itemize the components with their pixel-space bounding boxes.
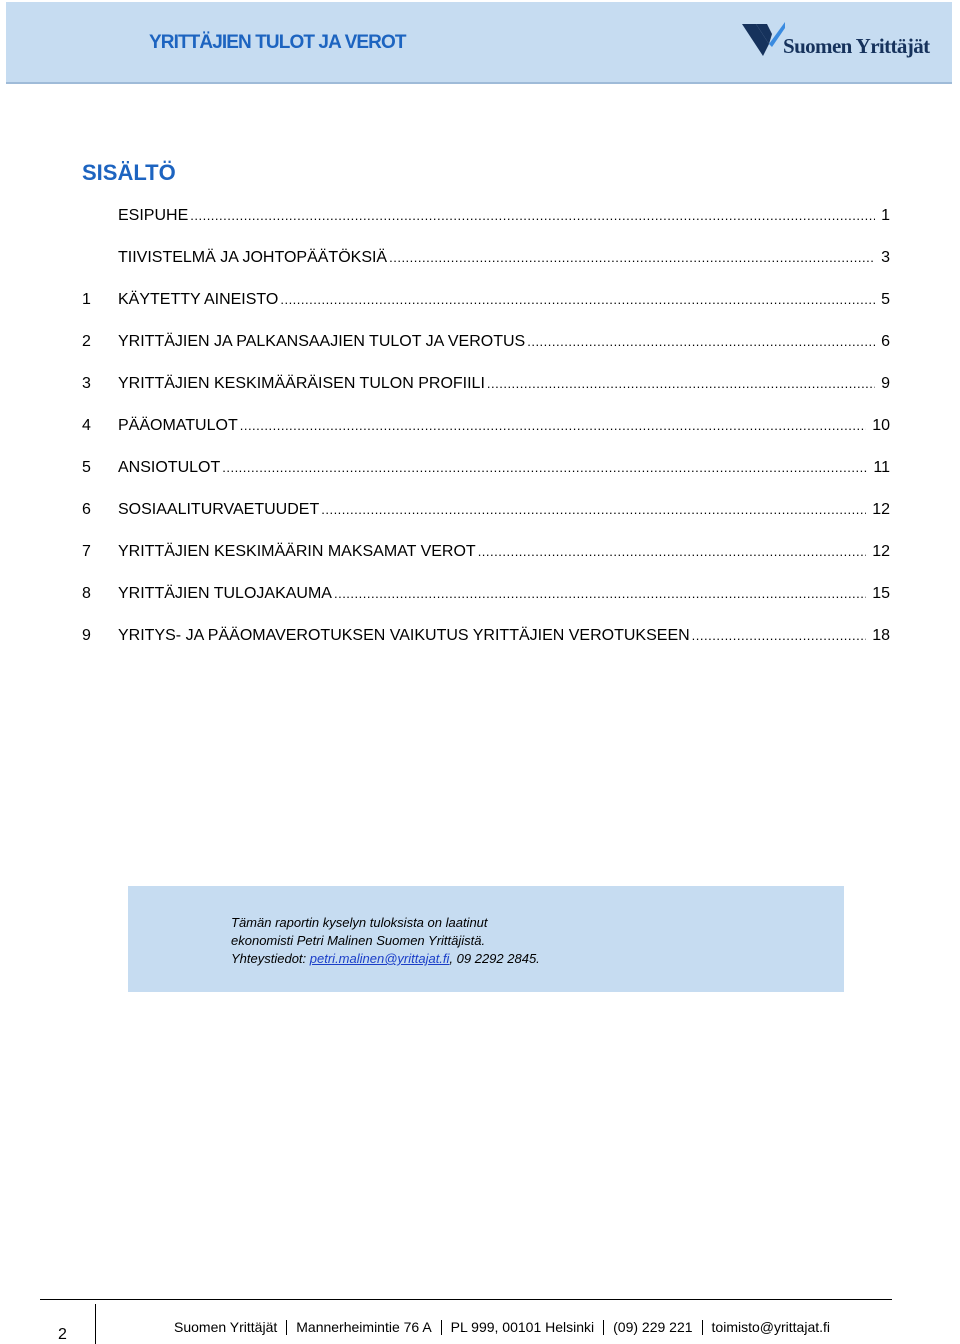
contact-label: Yhteystiedot: [231,951,310,966]
toc-entry-page: 6 [881,333,890,350]
info-line-3 [231,950,540,968]
page-number: 2 [58,1326,67,1343]
toc-entry-3[interactable] [82,373,890,415]
toc-entry-title: ANSIOTULOT [118,459,221,476]
footer-email[interactable]: toimisto@yrittajat.fi [711,1319,831,1335]
toc-entry-page: 10 [872,417,890,434]
footer-separator [702,1320,703,1335]
toc-entry-title: YRITTÄJIEN JA PALKANSAAJIEN TULOT JA VEROTUS [118,333,526,350]
toc-heading: SISÄLTÖ [82,160,176,185]
toc-entry-title: YRITTÄJIEN KESKIMÄÄRIN MAKSAMAT VEROT [118,543,476,560]
toc-entry-page: 12 [872,543,890,560]
toc-entry-number: 2 [82,333,91,350]
toc-entry-page: 3 [881,249,890,266]
footer-separator [603,1320,604,1335]
footer-separator [441,1320,442,1335]
footer-postal-address: PL 999, 00101 Helsinki [450,1319,595,1335]
toc-entry-1[interactable] [82,289,890,331]
dot-leader [690,625,867,647]
dot-leader [525,331,875,353]
toc-entry-number: 4 [82,417,91,434]
toc-entry-7[interactable] [82,541,890,583]
toc-entry-number: 3 [82,375,91,392]
toc-entry-number: 8 [82,585,91,602]
dot-leader [278,289,875,311]
toc-entry-8[interactable] [82,583,890,625]
author-info-text [231,914,540,968]
toc-entry-title: PÄÄOMATULOT [118,417,238,434]
footer-organization: Suomen Yrittäjät [174,1319,278,1335]
toc-entry-page: 12 [872,501,890,518]
toc-entry-tiivistelma[interactable] [82,247,890,289]
phone-number: , 09 2292 2845. [449,951,540,966]
toc-entry-title: SOSIAALITURVAETUUDET [118,501,320,518]
dot-leader [238,415,866,437]
toc-entry-number: 7 [82,543,91,560]
footer-vertical-divider [95,1304,96,1344]
info-line-2: ekonomisti Petri Malinen Suomen Yrittäjistä. [231,933,486,948]
toc-entry-page: 9 [881,375,890,392]
dot-leader [319,499,866,521]
toc-entry-5[interactable] [82,457,890,499]
toc-entry-title: YRITYS- JA PÄÄOMAVEROTUKSEN VAIKUTUS YRITTÄJIEN VEROTUKSEEN [118,627,690,644]
author-info-box [128,886,844,992]
toc-entry-number: 9 [82,627,91,644]
footer-phone: (09) 229 221 [613,1319,693,1335]
footer-separator [286,1320,287,1335]
toc-entry-9[interactable] [82,625,890,667]
toc-entry-4[interactable] [82,415,890,457]
toc-entry-page: 11 [873,459,890,476]
suomen-yrittajat-logo-icon [739,20,787,60]
toc-entry-page: 15 [872,585,890,602]
dot-leader [332,583,866,605]
logo-text: Suomen Yrittäjät [783,34,930,58]
page-header [6,2,952,84]
dot-leader [476,541,867,563]
toc-entry-number: 1 [82,291,91,308]
info-line-1: Tämän raportin kyselyn tuloksista on laatinut [231,915,488,930]
toc-entry-2[interactable] [82,331,890,373]
toc-entry-page: 18 [872,627,890,644]
dot-leader [387,247,875,269]
email-link[interactable]: petri.malinen@yrittajat.fi [309,951,450,966]
suomen-yrittajat-logo [739,20,935,66]
dot-leader [188,205,875,227]
toc-entry-title: KÄYTETTY AINEISTO [118,291,279,308]
footer-street-address: Mannerheimintie 76 A [296,1319,432,1335]
toc-entry-page: 1 [881,207,890,224]
dot-leader [485,373,875,395]
toc-entry-title: TIIVISTELMÄ JA JOHTOPÄÄTÖKSIÄ [118,249,388,266]
table-of-contents [82,205,890,667]
dot-leader [220,457,867,479]
toc-entry-esipuhe[interactable] [82,205,890,247]
footer-divider [40,1299,892,1300]
footer-contact-bar [174,1319,830,1335]
toc-entry-number: 6 [82,501,91,518]
toc-entry-title: YRITTÄJIEN KESKIMÄÄRÄISEN TULON PROFIILI [118,375,485,392]
header-title: YRITTÄJIEN TULOT JA VEROT [149,32,406,53]
toc-entry-page: 5 [881,291,890,308]
toc-entry-title: ESIPUHE [118,207,189,224]
toc-entry-title: YRITTÄJIEN TULOJAKAUMA [118,585,332,602]
toc-entry-number: 5 [82,459,91,476]
toc-entry-6[interactable] [82,499,890,541]
